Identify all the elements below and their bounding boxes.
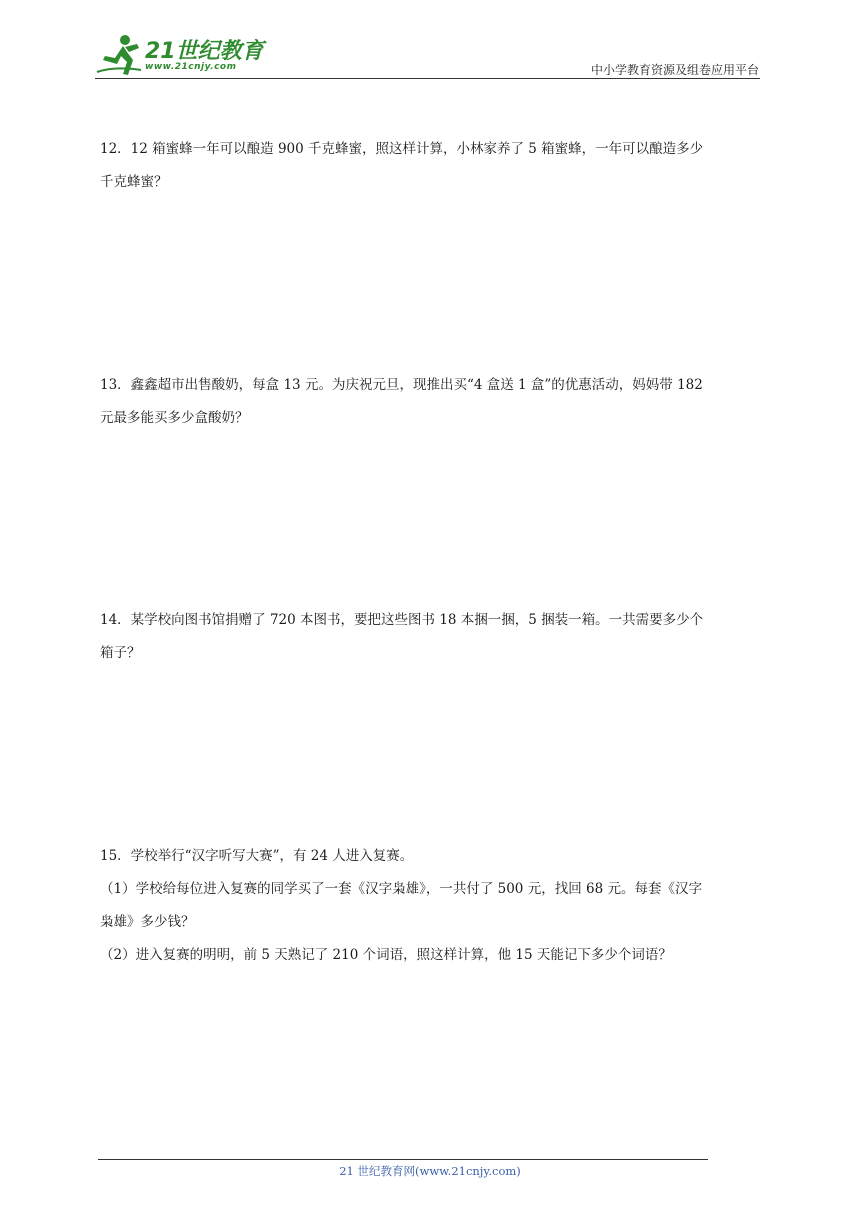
question-line: 15．学校举行“汉字听写大赛”，有 24 人进入复赛。 [100, 848, 414, 864]
question-12 [100, 133, 762, 199]
question-line: 12．12 箱蜜蜂一年可以酿造 900 千克蜂蜜，照这样计算，小林家养了 5 箱蜜蜂，一年可以酿造多少 [100, 141, 704, 157]
question-14 [100, 604, 762, 670]
question-line: （2）进入复赛的明明，前 5 天熟记了 210 个词语，照这样计算，他 15 天能记下多少个词语？ [100, 947, 672, 963]
question-line: 千克蜂蜜？ [100, 174, 168, 190]
question-line: 枭雄》多少钱？ [100, 914, 195, 930]
question-line: 13．鑫鑫超市出售酸奶，每盒 13 元。为庆祝元旦，现推出买“4 盒送 1 盒”的优惠活动，妈妈带 182 [100, 377, 703, 393]
question-line: 元最多能买多少盒酸奶？ [100, 410, 249, 426]
question-line: 箱子？ [100, 645, 141, 661]
question-13 [100, 369, 762, 435]
question-line: （1）学校给每位进入复赛的同学买了一套《汉字枭雄》，一共付了 500 元，找回 68 元。每套《汉字 [100, 881, 702, 897]
platform-name: 中小学教育资源及组卷应用平台 [590, 63, 759, 77]
page-header [95, 30, 759, 80]
site-logo[interactable] [95, 32, 265, 78]
footer-divider [98, 1159, 708, 1160]
footer-link[interactable]: 21 世纪教育网(www.21cnjy.com) [339, 1164, 521, 1178]
question-line: 14．某学校向图书馆捐赠了 720 本图书，要把这些图书 18 本捆一捆，5 捆装一箱。一共需要多少个 [100, 612, 704, 628]
logo-url: www.21cnjy.com [145, 62, 237, 72]
runner-logo-icon [95, 32, 145, 78]
logo-text: 21世纪教育 [145, 39, 264, 64]
header-divider [95, 78, 760, 79]
question-15 [100, 840, 762, 972]
